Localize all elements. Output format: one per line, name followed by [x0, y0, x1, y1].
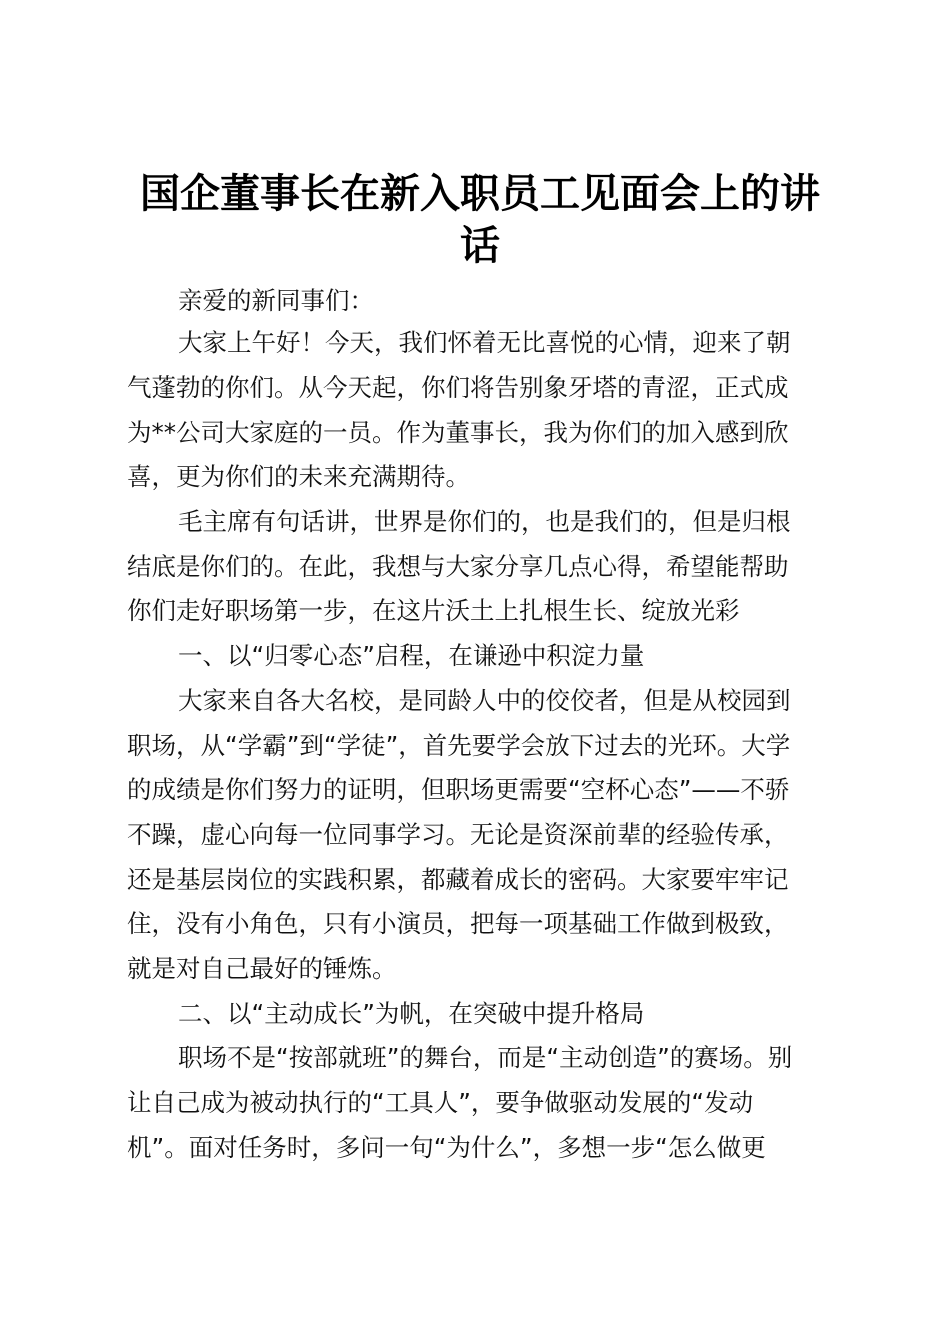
paragraph-line: 职场不是“按部就班”的舞台，而是“主动创造”的赛场。别	[178, 1043, 793, 1072]
document-title-line-2: 话	[460, 222, 500, 269]
paragraph-line: 职场，从“学霸”到“学徒”，首先要学会放下过去的光环。大学	[127, 731, 791, 760]
paragraph-line: 为**公司大家庭的一员。作为董事长，我为你们的加入感到欣	[127, 418, 789, 447]
paragraph-line: 大家上午好！今天，我们怀着无比喜悦的心情，迎来了朝	[178, 328, 791, 357]
section-heading-2: 二、以“主动成长”为帆，在突破中提升格局	[178, 999, 645, 1028]
paragraph-line: 让自己成为被动执行的“工具人”，要争做驱动发展的“发动	[127, 1088, 754, 1117]
paragraph-line: 还是基层岗位的实践积累，都藏着成长的密码。大家要牢牢记	[127, 865, 789, 894]
paragraph-line: 就是对自己最好的锤炼。	[127, 954, 397, 983]
paragraph-line: 喜，更为你们的未来充满期待。	[127, 462, 470, 491]
paragraph-line: 大家来自各大名校，是同龄人中的佼佼者，但是从校园到	[178, 686, 791, 715]
section-heading-1: 一、以“归零心态”启程，在谦逊中积淀力量	[178, 641, 645, 670]
salutation: 亲爱的新同事们：	[178, 286, 374, 315]
paragraph-line: 你们走好职场第一步，在这片沃土上扎根生长、绽放光彩	[127, 596, 740, 625]
paragraph-line: 毛主席有句话讲，世界是你们的，也是我们的，但是归根	[178, 507, 791, 536]
paragraph-line: 不躁，虚心向每一位同事学习。无论是资深前辈的经验传承，	[127, 820, 789, 849]
paragraph-line: 的成绩是你们努力的证明，但职场更需要“空杯心态”——不骄	[127, 775, 790, 804]
paragraph-line: 气蓬勃的你们。从今天起，你们将告别象牙塔的青涩，正式成	[127, 373, 789, 402]
paragraph-line: 结底是你们的。在此，我想与大家分享几点心得，希望能帮助	[127, 552, 789, 581]
paragraph-line: 住，没有小角色，只有小演员，把每一项基础工作做到极致，	[127, 909, 789, 938]
document-title-line-1: 国企董事长在新入职员工见面会上的讲	[140, 170, 820, 217]
paragraph-line: 机”。面对任务时，多问一句“为什么”，多想一步“怎么做更	[127, 1133, 766, 1162]
